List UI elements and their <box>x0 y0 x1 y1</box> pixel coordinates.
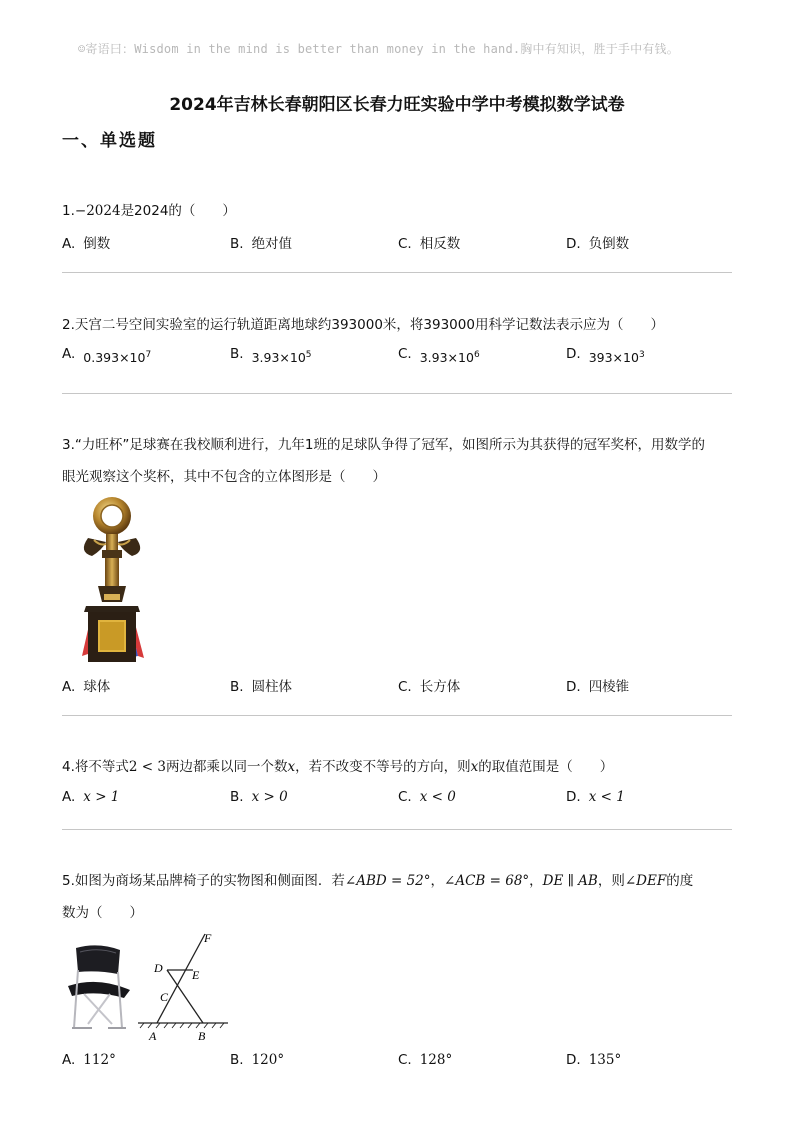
option-text: x > 0 <box>251 789 288 805</box>
question-5-option-b[interactable] <box>230 1052 284 1068</box>
option-key: D. <box>566 679 581 695</box>
chair-side-diagram <box>134 928 230 1042</box>
option-key: C. <box>398 236 412 252</box>
question-1-option-d[interactable] <box>566 232 629 252</box>
question-5-option-d[interactable] <box>566 1052 621 1068</box>
question-1-option-a[interactable] <box>62 232 110 252</box>
option-text: 128° <box>419 1052 453 1068</box>
question-5-math: ∠DEF <box>624 873 667 889</box>
option-key: C. <box>398 346 412 363</box>
question-5-math: ∠ABD = 52° <box>344 873 431 889</box>
option-text: x > 1 <box>83 789 120 805</box>
question-1-math: −2024 <box>74 203 121 219</box>
option-text: 绝对值 <box>251 236 293 252</box>
question-5-line-1 <box>62 865 737 897</box>
option-base: 3.93×10 <box>251 350 306 366</box>
label-a: A <box>149 1029 157 1042</box>
question-3-line-2: 眼光观察这个奖杯，其中不包含的立体图形是（ ） <box>62 469 386 485</box>
option-text <box>589 350 645 365</box>
page-motto: ☺寄语曰：Wisdom in the mind is better than money in the hand.胸中有知识，胜于手中有钱。 <box>78 42 679 56</box>
question-3-line-1: 3.“力旺杯”足球赛在我校顺利进行，九年1班的足球队争得了冠军，如图所示为其获得的冠军奖杯，用数学的 <box>62 437 705 453</box>
option-key: A. <box>62 789 76 805</box>
ground-hatching <box>140 1023 224 1028</box>
option-key: C. <box>398 1052 412 1068</box>
question-divider <box>62 829 732 830</box>
option-key: D. <box>566 346 581 363</box>
question-5-option-a[interactable] <box>62 1052 116 1068</box>
exam-title: 2024年吉林长春朝阳区长春力旺实验中学中考模拟数学试卷 <box>169 95 625 115</box>
question-5-line-2: 数为（ ） <box>62 905 143 921</box>
question-4-option-c[interactable] <box>398 789 456 805</box>
question-4-text: 两边都乘以同一个数 <box>165 759 288 775</box>
question-2-option-b[interactable] <box>230 346 312 366</box>
question-4-variable: x <box>470 759 479 775</box>
option-text <box>420 350 480 365</box>
option-key: B. <box>230 346 244 363</box>
option-base: 0.393×10 <box>83 350 146 366</box>
option-text: 120° <box>251 1052 285 1068</box>
label-b: B <box>198 1029 206 1042</box>
option-key: B. <box>230 679 244 695</box>
question-1-option-c[interactable] <box>398 232 460 252</box>
question-3-stem <box>62 429 737 493</box>
question-1-stem <box>62 195 737 227</box>
option-text: 相反数 <box>419 236 461 252</box>
question-5-text: ， <box>430 873 445 889</box>
option-text: 135° <box>588 1052 622 1068</box>
question-3-options <box>62 675 737 697</box>
question-5-text: 的度 <box>666 873 694 889</box>
option-key: D. <box>566 236 581 252</box>
question-5-stem <box>62 865 737 929</box>
option-exponent: 6 <box>473 350 480 360</box>
trophy-image <box>74 494 156 666</box>
question-4-text: 4.将不等式 <box>62 759 129 775</box>
option-exponent: 5 <box>305 350 312 360</box>
question-divider <box>62 272 732 273</box>
option-key: A. <box>62 679 76 695</box>
option-key: C. <box>398 789 412 805</box>
section-heading: 一、单选题 <box>62 131 157 151</box>
question-2-options <box>62 346 737 368</box>
question-1-options <box>62 232 737 254</box>
question-4-option-d[interactable] <box>566 789 625 805</box>
question-4-option-a[interactable] <box>62 789 119 805</box>
option-text: x < 1 <box>588 789 625 805</box>
option-text: 112° <box>83 1052 116 1068</box>
question-3-option-b[interactable] <box>230 675 292 695</box>
option-exponent: 3 <box>638 350 645 360</box>
question-4-variable: x <box>287 759 296 775</box>
option-text <box>252 350 312 365</box>
option-key: A. <box>62 236 76 252</box>
option-exponent: 7 <box>145 350 152 360</box>
option-base: 3.93×10 <box>419 350 474 366</box>
folding-chair-image <box>62 940 134 1032</box>
option-text: 长方体 <box>419 679 461 695</box>
question-5-text: ，则 <box>597 873 625 889</box>
question-1-text: 是2024的（ ） <box>120 203 236 219</box>
question-2-option-a[interactable] <box>62 346 152 366</box>
question-4-text: ，若不改变不等号的方向，则 <box>295 759 471 775</box>
option-key: D. <box>566 789 581 805</box>
option-text: 圆柱体 <box>251 679 293 695</box>
question-3-option-c[interactable] <box>398 675 460 695</box>
question-5-math: DE ∥ AB <box>542 873 598 889</box>
question-4-stem <box>62 751 737 783</box>
option-text: 负倒数 <box>588 236 630 252</box>
label-d: D <box>154 961 163 975</box>
option-text <box>83 350 151 365</box>
question-5-math: ∠ACB = 68° <box>444 873 530 889</box>
question-5-options <box>62 1052 737 1074</box>
option-text: x < 0 <box>419 789 456 805</box>
option-key: B. <box>230 236 244 252</box>
option-base: 393×10 <box>588 350 639 366</box>
option-key: D. <box>566 1052 581 1068</box>
question-3-option-d[interactable] <box>566 675 629 695</box>
label-c: C <box>160 990 169 1004</box>
question-4-math: 2 < 3 <box>128 759 166 775</box>
question-1-option-b[interactable] <box>230 232 292 252</box>
question-4-options <box>62 789 737 811</box>
label-f: F <box>204 931 212 945</box>
question-2-stem: 2.天宫二号空间实验室的运行轨道距离地球约393000米，将393000用科学记数法表示应为（ ） <box>62 317 664 333</box>
option-key: A. <box>62 1052 76 1068</box>
option-text: 球体 <box>83 679 111 695</box>
option-key: C. <box>398 679 412 695</box>
question-2-option-d[interactable] <box>566 346 645 366</box>
question-4-text: 的取值范围是（ ） <box>478 759 614 775</box>
question-1-number: 1. <box>62 203 75 219</box>
option-key: B. <box>230 1052 244 1068</box>
question-divider <box>62 393 732 394</box>
question-divider <box>62 715 732 716</box>
option-text: 倒数 <box>83 236 111 252</box>
option-text: 四棱锥 <box>588 679 630 695</box>
option-key: A. <box>62 346 76 363</box>
question-5-text: ， <box>529 873 543 889</box>
question-2-option-c[interactable] <box>398 346 480 366</box>
question-5-text: 5.如图为商场某品牌椅子的实物图和侧面图．若 <box>62 873 345 889</box>
question-3-option-a[interactable] <box>62 675 110 695</box>
question-5-option-c[interactable] <box>398 1052 452 1068</box>
option-key: B. <box>230 789 244 805</box>
question-4-option-b[interactable] <box>230 789 288 805</box>
label-e: E <box>192 968 200 982</box>
